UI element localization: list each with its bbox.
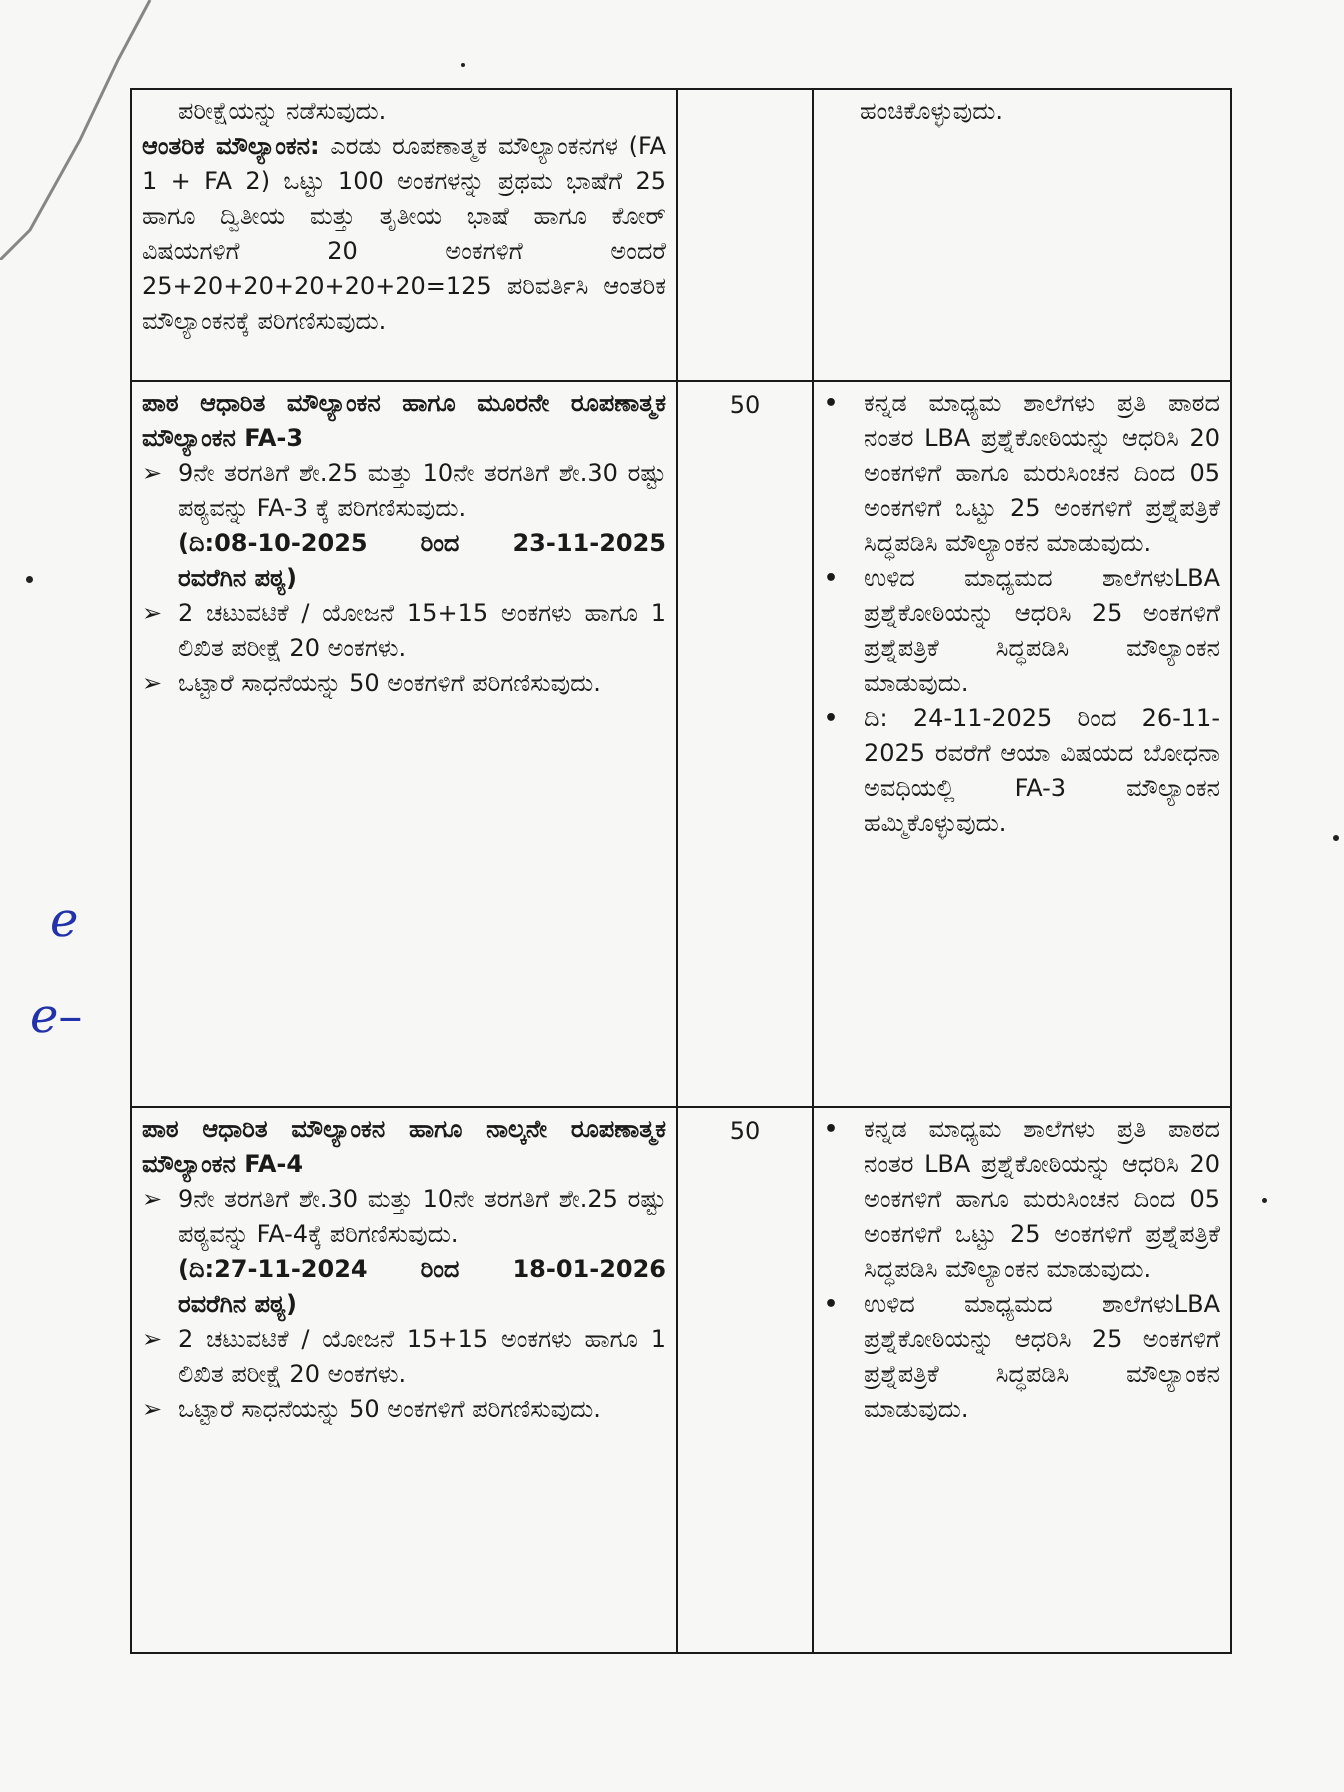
note-item-text: ಕನ್ನಡ ಮಾಧ್ಯಮ ಶಾಲೆಗಳು ಪ್ರತಿ ಪಾಠದ ನಂತರ LBA ಪ್ರಶ್ನೆಕೋಠಿಯನ್ನು ಆಧರಿಸಿ 20 ಅಂಕಗಳಿಗೆ ಹಾಗೂ ಮರುಸಿಂಚನ ದಿಂದ 05 ಅಂಕಗಳಿಗೆ ಒಟ್ಟು 25 ಅಂಕಗಳಿಗೆ ಪ್ರಶ್ನೆಪತ್ರಿಕೆ ಸಿದ್ಧಪಡಿಸಿ ಮೌಲ್ಯಾಂಕನ ಮಾಡುವುದು. xyxy=(864,1115,1220,1283)
date-from: (ದಿ:27-11-2024 xyxy=(178,1255,368,1283)
ink-speck xyxy=(26,576,33,583)
note-item xyxy=(824,386,1220,561)
desc-heading: ಆಂತರಿಕ ಮೌಲ್ಯಾಂಕನ: xyxy=(142,132,320,160)
list-item-text: ಒಟ್ಟಾರೆ ಸಾಧನೆಯನ್ನು 50 ಅಂಕಗಳಿಗೆ ಪರಿಗಣಿಸುವುದು. xyxy=(178,1395,601,1423)
dot-bullet-icon: • xyxy=(824,1292,839,1317)
table-row xyxy=(131,381,1231,1107)
desc-line: ಪರೀಕ್ಷೆಯನ್ನು ನಡೆಸುವುದು. xyxy=(178,97,387,125)
arrow-bullet-icon: ➢ xyxy=(142,1185,163,1213)
list-item-text: 2 ಚಟುವಟಿಕೆ / ಯೋಜನೆ 15+15 ಅಂಕಗಳು ಹಾಗೂ 1 ಲಿಖಿತ ಪರೀಕ್ಷೆ 20 ಅಂಕಗಳು. xyxy=(178,599,666,662)
note-item xyxy=(824,1112,1220,1287)
list-item xyxy=(142,1392,666,1427)
desc-paragraph xyxy=(142,129,666,339)
arrow-bullet-icon: ➢ xyxy=(142,1395,163,1423)
list-item-text: ಒಟ್ಟಾರೆ ಸಾಧನೆಯನ್ನು 50 ಅಂಕಗಳಿಗೆ ಪರಿಗಣಿಸುವುದು. xyxy=(178,669,601,697)
arrow-bullet-icon: ➢ xyxy=(142,1325,163,1353)
desc-body: ಎರಡು ರೂಪಣಾತ್ಮಕ ಮೌಲ್ಯಾಂಕನಗಳ (FA 1 + FA 2) ಒಟ್ಟು 100 ಅಂಕಗಳನ್ನು ಪ್ರಥಮ ಭಾಷೆಗೆ 25 ಹಾಗೂ ದ್ವಿತೀಯ ಮತ್ತು ತೃತೀಯ ಭಾಷೆ ಹಾಗೂ ಕೋರ್ ವಿಷಯಗಳಿಗೆ 20 ಅಂಕಗಳಿಗೆ ಅಂದರೆ 25+20+20+20+20+20=125 ಪರಿವರ್ತಿಸಿ ಆಂತರಿಕ ಮೌಲ್ಯಾಂಕನಕ್ಕೆ ಪರಿಗಣಿಸುವುದು. xyxy=(142,132,666,335)
arrow-bullet-icon: ➢ xyxy=(142,669,163,697)
marks-cell: 50 xyxy=(677,1107,813,1653)
section-heading: ಪಾಠ ಆಧಾರಿತ ಮೌಲ್ಯಾಂಕನ ಹಾಗೂ ನಾಲ್ಕನೇ ರೂಪಣಾತ್ಮಕ ಮೌಲ್ಯಾಂಕನ FA-4 xyxy=(142,1115,666,1178)
handwritten-mark: ℯ– xyxy=(30,988,83,1044)
date-from: (ದಿ:08-10-2025 xyxy=(178,529,368,557)
note-item-text: ದಿ: 24-11-2025 ರಿಂದ 26-11-2025 ರವರೆಗೆ ಆಯಾ ವಿಷಯದ ಬೋಧನಾ ಅವಧಿಯಲ್ಲಿ FA-3 ಮೌಲ್ಯಾಂಕನ ಹಮ್ಮಿಕೊಳ್ಳುವುದು. xyxy=(864,704,1220,837)
note-item xyxy=(824,1287,1220,1427)
note-cell xyxy=(813,381,1231,1107)
list-item xyxy=(142,666,666,701)
dot-bullet-icon: • xyxy=(824,566,839,591)
marks-cell xyxy=(677,89,813,381)
note-item-text: ಉಳಿದ ಮಾಧ್ಯಮದ ಶಾಲೆಗಳುLBA ಪ್ರಶ್ನೆಕೋಠಿಯನ್ನು ಆಧರಿಸಿ 25 ಅಂಕಗಳಿಗೆ ಪ್ರಶ್ನೆಪತ್ರಿಕೆ ಸಿದ್ಧಪಡಿಸಿ ಮೌಲ್ಯಾಂಕನ ಮಾಡುವುದು. xyxy=(864,564,1220,697)
note-cell xyxy=(813,89,1231,381)
arrow-bullet-icon: ➢ xyxy=(142,459,163,487)
section-heading: ಪಾಠ ಆಧಾರಿತ ಮೌಲ್ಯಾಂಕನ ಹಾಗೂ ಮೂರನೇ ರೂಪಣಾತ್ಮಕ ಮೌಲ್ಯಾಂಕನ FA-3 xyxy=(142,389,666,452)
date-to: 18-01-2026 xyxy=(512,1255,666,1283)
note-item-text: ಉಳಿದ ಮಾಧ್ಯಮದ ಶಾಲೆಗಳುLBA ಪ್ರಶ್ನೆಕೋಠಿಯನ್ನು ಆಧರಿಸಿ 25 ಅಂಕಗಳಿಗೆ ಪ್ರಶ್ನೆಪತ್ರಿಕೆ ಸಿದ್ಧಪಡಿಸಿ ಮೌಲ್ಯಾಂಕನ ಮಾಡುವುದು. xyxy=(864,1290,1220,1423)
arrow-bullet-icon: ➢ xyxy=(142,599,163,627)
date-mid: ರಿಂದ xyxy=(420,529,460,557)
date-end: ರವರೆಗಿನ ಪಠ್ಯ) xyxy=(178,564,297,592)
list-item xyxy=(142,1322,666,1392)
dot-bullet-icon: • xyxy=(824,391,839,416)
date-range xyxy=(142,1252,666,1287)
dot-bullet-icon: • xyxy=(824,706,839,731)
note-cell xyxy=(813,1107,1231,1653)
date-to: 23-11-2025 xyxy=(512,529,666,557)
note-text: ಹಂಚಿಕೊಳ್ಳುವುದು. xyxy=(860,97,1003,125)
date-end: ರವರೆಗಿನ ಪಠ್ಯ) xyxy=(178,1290,297,1318)
list-item-text: 2 ಚಟುವಟಿಕೆ / ಯೋಜನೆ 15+15 ಅಂಕಗಳು ಹಾಗೂ 1 ಲಿಖಿತ ಪರೀಕ್ಷೆ 20 ಅಂಕಗಳು. xyxy=(178,1325,666,1388)
marks-cell: 50 xyxy=(677,381,813,1107)
date-mid: ರಿಂದ xyxy=(420,1255,460,1283)
list-item xyxy=(142,1182,666,1252)
ink-speck xyxy=(1333,835,1339,841)
handwritten-mark: ℯ xyxy=(50,892,79,948)
table-row xyxy=(131,89,1231,381)
note-list xyxy=(824,386,1220,841)
description-cell xyxy=(131,89,677,381)
note-item xyxy=(824,561,1220,701)
table-row xyxy=(131,1107,1231,1653)
list-item xyxy=(142,596,666,666)
ink-speck xyxy=(461,63,465,67)
description-cell xyxy=(131,381,677,1107)
list-item-text: 9ನೇ ತರಗತಿಗೆ ಶೇ.30 ಮತ್ತು 10ನೇ ತರಗತಿಗೆ ಶೇ.25 ರಷ್ಟು ಪಠ್ಯವನ್ನು FA-4ಕ್ಕೆ ಪರಿಗಣಿಸುವುದು. xyxy=(178,1185,666,1248)
ink-speck xyxy=(1262,1198,1267,1203)
list-item-text: 9ನೇ ತರಗತಿಗೆ ಶೇ.25 ಮತ್ತು 10ನೇ ತರಗತಿಗೆ ಶೇ.30 ರಷ್ಟು ಪಠ್ಯವನ್ನು FA-3 ಕ್ಕೆ ಪರಿಗಣಿಸುವುದು. xyxy=(178,459,666,522)
note-item xyxy=(824,701,1220,841)
dot-bullet-icon: • xyxy=(824,1117,839,1142)
description-cell xyxy=(131,1107,677,1653)
date-range xyxy=(142,526,666,561)
assessment-table xyxy=(130,88,1232,1654)
list-item xyxy=(142,456,666,526)
note-list xyxy=(824,1112,1220,1427)
note-item-text: ಕನ್ನಡ ಮಾಧ್ಯಮ ಶಾಲೆಗಳು ಪ್ರತಿ ಪಾಠದ ನಂತರ LBA ಪ್ರಶ್ನೆಕೋಠಿಯನ್ನು ಆಧರಿಸಿ 20 ಅಂಕಗಳಿಗೆ ಹಾಗೂ ಮರುಸಿಂಚನ ದಿಂದ 05 ಅಂಕಗಳಿಗೆ ಒಟ್ಟು 25 ಅಂಕಗಳಿಗೆ ಪ್ರಶ್ನೆಪತ್ರಿಕೆ ಸಿದ್ಧಪಡಿಸಿ ಮೌಲ್ಯಾಂಕನ ಮಾಡುವುದು. xyxy=(864,389,1220,557)
